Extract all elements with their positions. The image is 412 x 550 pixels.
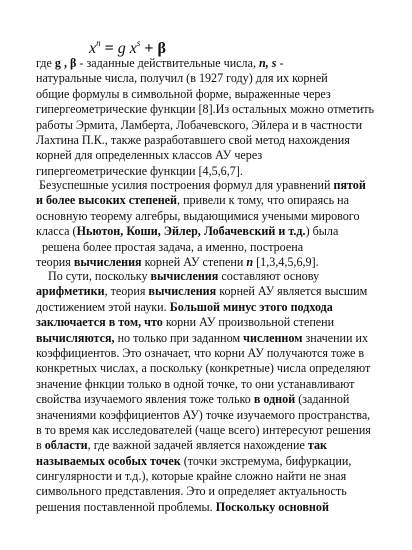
text-line: в области, где важной задачей является нахождение так <box>36 438 327 453</box>
formula-equals: = <box>100 40 118 57</box>
text-line: Лахтина П.К., также разработавшего свой метод нахождения <box>36 132 350 147</box>
text-line: сингулярности и т.д.), которые крайне сложно найти не зная <box>36 469 347 484</box>
text-line: арифметики, теория вычисления корней АУ является высшим <box>36 284 368 299</box>
formula-exp-n: n <box>96 38 101 48</box>
formula-exp-s: s <box>136 38 141 48</box>
formula-var-g: g <box>117 40 126 57</box>
text-line: корней для определенных классов АУ через <box>36 148 263 163</box>
text-line: и более высоких степеней, привели к тому, что опираясь на <box>36 193 349 208</box>
text-line: натуральные числа, получил (в 1927 году) для их корней <box>36 71 328 86</box>
formula-plus: + <box>140 40 158 57</box>
text-line: называемых особых точек (точки экстремума, бифуркации, <box>36 453 352 468</box>
text-line: теория вычисления корней АУ степени n [1,3,4,5,6,9]. <box>36 254 319 269</box>
formula-beta: β <box>157 40 166 57</box>
text-line: достижением этой науки. Большой минус этого подхода <box>36 299 333 314</box>
text-line: основную теорему алгебры, выдающимися учеными мирового <box>36 208 360 223</box>
text-line: заключается в том, что корни АУ произвольной степени <box>36 315 335 330</box>
text-line: в то время как исследователей (чаще всего) интересуют решения <box>36 422 371 437</box>
text-line: гипергеометрические функции [8].Из остальных можно отметить <box>36 102 375 117</box>
text-line: По сути, поскольку вычисления составляют основу <box>48 269 320 283</box>
formula-var-x2: x <box>129 40 137 57</box>
text-line: символьного представления. Это и определяет актуальность <box>36 484 347 499</box>
text-line: значениями коэффициентов АУ) точке изучаемого пространства, <box>36 407 371 422</box>
text-line: решена более простая задача, а именно, построена <box>42 239 304 254</box>
text-line: класса (Ньютон, Коши, Эйлер, Лобачевский и т.д.) была <box>36 224 339 239</box>
text-line: конкретных числах, а поскольку (конкретные) числа определяют <box>36 361 371 376</box>
text-line: гипергеометрические функции [4,5,6,7]. <box>36 163 243 178</box>
text-line: решения поставленной проблемы. Поскольку основной <box>36 499 329 514</box>
text-line: свойства изучаемого явления тоже только в одной (заданной <box>36 392 350 407</box>
text-line: где g , β - заданные действительные числа, n, s - <box>36 56 284 70</box>
paragraph-2 <box>36 178 412 270</box>
paragraph-1 <box>36 56 412 179</box>
paragraph-3 <box>36 269 412 515</box>
text-line: работы Эрмита, Ламберта, Лобачевского, Эйлера и в частности <box>36 117 363 132</box>
text-line: Безуспешные усилия построения формул для уравнений пятой <box>39 178 366 192</box>
formula-var-x: x <box>89 40 97 57</box>
equation <box>89 38 166 58</box>
text-line: коэффициентов. Это означает, что корни АУ получаются тоже в <box>36 345 365 360</box>
text-line: общие формулы в символьной форме, выраженные через <box>36 86 331 101</box>
text-line: вычисляются, но только при заданном численном значении их <box>36 330 369 345</box>
text-line: значение фнкции только в одной точке, то они устанавливают <box>36 376 355 391</box>
